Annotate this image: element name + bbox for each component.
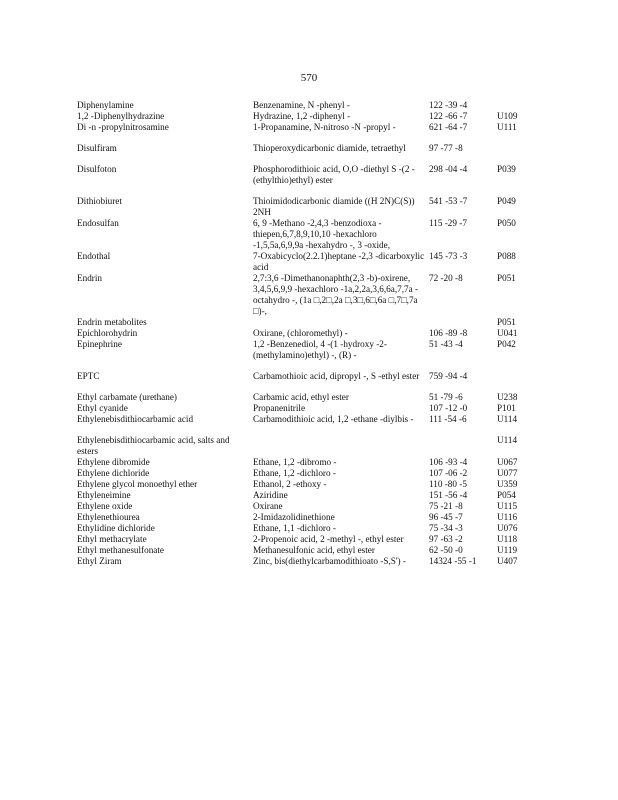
chemical-common-name: Endrin metabolites bbox=[77, 317, 147, 327]
chemical-common-name: Ethyl methacrylate bbox=[77, 534, 147, 544]
chemical-abstract-name: Carbamic acid, ethyl ester bbox=[253, 392, 349, 402]
hazardous-waste-code: U111 bbox=[497, 122, 517, 132]
table-row bbox=[77, 490, 547, 501]
hazardous-waste-code: P051 bbox=[497, 273, 516, 283]
hazardous-waste-code: U114 bbox=[497, 414, 518, 424]
chemical-abstract-name: Ethane, 1,2 -dibromo - bbox=[253, 457, 337, 467]
chemical-common-name: Ethylenebisdithiocarbamic acid, salts and esters bbox=[77, 435, 230, 456]
table-row bbox=[77, 273, 547, 317]
hazardous-waste-code: U114 bbox=[497, 435, 518, 445]
cas-number: 759 -94 -4 bbox=[429, 371, 468, 381]
table-row bbox=[77, 479, 547, 490]
cas-number: 75 -21 -8 bbox=[429, 501, 463, 511]
chemical-common-name: Endothal bbox=[77, 251, 111, 261]
chemical-abstract-name: Carbamothioic acid, dipropyl -, S -ethyl ester bbox=[253, 371, 420, 381]
table-row bbox=[77, 403, 547, 414]
chemical-abstract-name: Benzenamine, N -phenyl - bbox=[253, 100, 350, 110]
chemical-abstract-name: Thioperoxydicarbonic diamide, tetraethyl bbox=[253, 143, 406, 153]
table-row bbox=[77, 371, 547, 382]
chemical-common-name: Ethylene oxide bbox=[77, 501, 133, 511]
chemical-common-name: Disulfiram bbox=[77, 143, 117, 153]
chemical-abstract-name: 2-Imidazolidinethione bbox=[253, 512, 335, 522]
table-row bbox=[77, 328, 547, 339]
chemical-abstract-name: Ethane, 1,1 -dichloro - bbox=[253, 523, 336, 533]
chemical-common-name: Ethylene dichloride bbox=[77, 468, 150, 478]
table-row bbox=[77, 457, 547, 468]
chemical-abstract-name: 2-Propenoic acid, 2 -methyl -, ethyl ester bbox=[253, 534, 404, 544]
cas-number: 107 -12 -0 bbox=[429, 403, 468, 413]
chemical-abstract-name: Carbamodithioic acid, 1,2 -ethane -diylbis - bbox=[253, 414, 414, 424]
hazardous-waste-code: P039 bbox=[497, 164, 516, 174]
table-row bbox=[77, 317, 547, 328]
table-row bbox=[77, 100, 547, 111]
table-row bbox=[77, 218, 547, 251]
cas-number: 14324 -55 -1 bbox=[429, 556, 477, 566]
chemical-common-name: Disulfoton bbox=[77, 164, 117, 174]
cas-number: 51 -79 -6 bbox=[429, 392, 463, 402]
hazardous-waste-code: U076 bbox=[497, 523, 518, 533]
chemical-abstract-name: Thioimidodicarbonic diamide ((H 2N)C(S)) 2NH bbox=[253, 196, 415, 217]
chemical-common-name: Ethyl methanesulfonate bbox=[77, 545, 164, 555]
chemical-common-name: Ethylidine dichloride bbox=[77, 523, 155, 533]
table-row bbox=[77, 545, 547, 556]
chemical-abstract-name: 7-Oxabicyclo(2.2.1)heptane -2,3 -dicarboxylic acid bbox=[253, 251, 425, 272]
chemical-abstract-name: Hydrazine, 1,2 -diphenyl - bbox=[253, 111, 351, 121]
cas-number: 151 -56 -4 bbox=[429, 490, 468, 500]
chemical-common-name: Ethyleneimine bbox=[77, 490, 131, 500]
chemical-common-name: Epinephrine bbox=[77, 339, 122, 349]
chemical-common-name: Diphenylamine bbox=[77, 100, 134, 110]
hazardous-waste-code: U238 bbox=[497, 392, 518, 402]
chemical-abstract-name: Phosphorodithioic acid, O,O -diethyl S -(2 -(ethylthio)ethyl) ester bbox=[253, 164, 415, 185]
chemical-abstract-name: Zinc, bis(diethylcarbamodithioato -S,S') - bbox=[253, 556, 406, 566]
hazardous-waste-code: P050 bbox=[497, 218, 516, 228]
cas-number: 122 -66 -7 bbox=[429, 111, 468, 121]
chemical-common-name: Ethylenethiourea bbox=[77, 512, 140, 522]
cas-number: 62 -50 -0 bbox=[429, 545, 463, 555]
cas-number: 110 -80 -5 bbox=[429, 479, 467, 489]
chemical-common-name: Ethylene dibromide bbox=[77, 457, 150, 467]
cas-number: 541 -53 -7 bbox=[429, 196, 468, 206]
chemical-common-name: Di -n -propylnitrosamine bbox=[77, 122, 169, 132]
table-row bbox=[77, 196, 547, 218]
cas-number: 115 -29 -7 bbox=[429, 218, 467, 228]
chemical-common-name: 1,2 -Diphenylhydrazine bbox=[77, 111, 165, 121]
hazardous-waste-code: P088 bbox=[497, 251, 516, 261]
cas-number: 51 -43 -4 bbox=[429, 339, 463, 349]
hazardous-waste-code: P051 bbox=[497, 317, 516, 327]
chemical-common-name: Ethyl cyanide bbox=[77, 403, 128, 413]
hazardous-waste-code: P054 bbox=[497, 490, 516, 500]
cas-number: 621 -64 -7 bbox=[429, 122, 468, 132]
chemical-common-name: Ethyl Ziram bbox=[77, 556, 122, 566]
chemical-common-name: Ethyl carbamate (urethane) bbox=[77, 392, 177, 402]
hazardous-waste-code: U119 bbox=[497, 545, 518, 555]
chemical-abstract-name: Oxirane, (chloromethyl) - bbox=[253, 328, 348, 338]
chemical-common-name: Endrin bbox=[77, 273, 103, 283]
chemical-abstract-name: 6, 9 -Methano -2,4,3 -benzodioxa -thiepen,6,7,8,9,10,10 -hexachloro -1,5,5a,6,9,9a -hexahydro -, 3 -oxide, bbox=[253, 218, 391, 250]
cas-number: 72 -20 -8 bbox=[429, 273, 463, 283]
chemical-abstract-name: Oxirane bbox=[253, 501, 283, 511]
hazardous-waste-code: U118 bbox=[497, 534, 518, 544]
hazardous-waste-code: U067 bbox=[497, 457, 518, 467]
page-number: 570 bbox=[300, 72, 318, 84]
chemical-abstract-name: Ethane, 1,2 -dichloro - bbox=[253, 468, 336, 478]
hazardous-waste-code: U407 bbox=[497, 556, 518, 566]
chemical-common-name: Ethylenebisdithiocarbamic acid bbox=[77, 414, 194, 424]
table-row bbox=[77, 251, 547, 273]
table-row bbox=[77, 534, 547, 545]
cas-number: 97 -77 -8 bbox=[429, 143, 463, 153]
chemical-abstract-name: Ethanol, 2 -ethoxy - bbox=[253, 479, 327, 489]
table-row bbox=[77, 143, 547, 154]
hazardous-waste-code: U359 bbox=[497, 479, 518, 489]
cas-number: 122 -39 -4 bbox=[429, 100, 468, 110]
hazardous-waste-code: U041 bbox=[497, 328, 518, 338]
chemical-abstract-name: 1,2 -Benzenediol, 4 -(1 -hydroxy -2-(methylamino)ethyl) -, (R) - bbox=[253, 339, 387, 360]
table-row bbox=[77, 501, 547, 512]
chemical-common-name: Epichlorohydrin bbox=[77, 328, 138, 338]
chemical-common-name: Endosulfan bbox=[77, 218, 119, 228]
hazardous-waste-code: U109 bbox=[497, 111, 518, 121]
chemical-abstract-name: 2,7:3,6 -Dimethanonaphth(2,3 -b)-oxirene, 3,4,5,6,9,9 -hexachloro -1a,2,2a,3,6,6a,7,7a -octahydro -, (1a □,2□,2a □,3□,6□,6a □,7□,7a □)-, bbox=[253, 273, 419, 316]
table-row bbox=[77, 111, 547, 122]
cas-number: 111 -54 -6 bbox=[429, 414, 467, 424]
hazardous-waste-code: P042 bbox=[497, 339, 516, 349]
chemical-abstract-name: Aziridine bbox=[253, 490, 288, 500]
chemical-common-name: Ethylene glycol monoethyl ether bbox=[77, 479, 198, 489]
table-row bbox=[77, 339, 547, 361]
table-row bbox=[77, 556, 547, 567]
hazardous-waste-code: U077 bbox=[497, 468, 518, 478]
cas-number: 97 -63 -2 bbox=[429, 534, 463, 544]
cas-number: 107 -06 -2 bbox=[429, 468, 468, 478]
cas-number: 145 -73 -3 bbox=[429, 251, 468, 261]
hazardous-waste-code: U116 bbox=[497, 512, 518, 522]
table-row bbox=[77, 392, 547, 403]
cas-number: 96 -45 -7 bbox=[429, 512, 463, 522]
hazardous-waste-code: P101 bbox=[497, 403, 516, 413]
table-row bbox=[77, 414, 547, 425]
table-row bbox=[77, 164, 547, 186]
chemical-common-name: Dithiobiuret bbox=[77, 196, 122, 206]
cas-number: 298 -04 -4 bbox=[429, 164, 468, 174]
cas-number: 106 -89 -8 bbox=[429, 328, 468, 338]
table-row bbox=[77, 468, 547, 479]
cas-number: 75 -34 -3 bbox=[429, 523, 463, 533]
chemical-abstract-name: Methanesulfonic acid, ethyl ester bbox=[253, 545, 375, 555]
cas-number: 106 -93 -4 bbox=[429, 457, 468, 467]
hazardous-waste-code: P049 bbox=[497, 196, 516, 206]
table-row bbox=[77, 435, 547, 457]
chemical-table bbox=[77, 100, 547, 567]
hazardous-waste-code: U115 bbox=[497, 501, 518, 511]
chemical-abstract-name: 1-Propanamine, N-nitroso -N -propyl - bbox=[253, 122, 396, 132]
table-row bbox=[77, 512, 547, 523]
table-row bbox=[77, 523, 547, 534]
chemical-common-name: EPTC bbox=[77, 371, 100, 381]
table-row bbox=[77, 122, 547, 133]
chemical-abstract-name: Propanenitrile bbox=[253, 403, 306, 413]
